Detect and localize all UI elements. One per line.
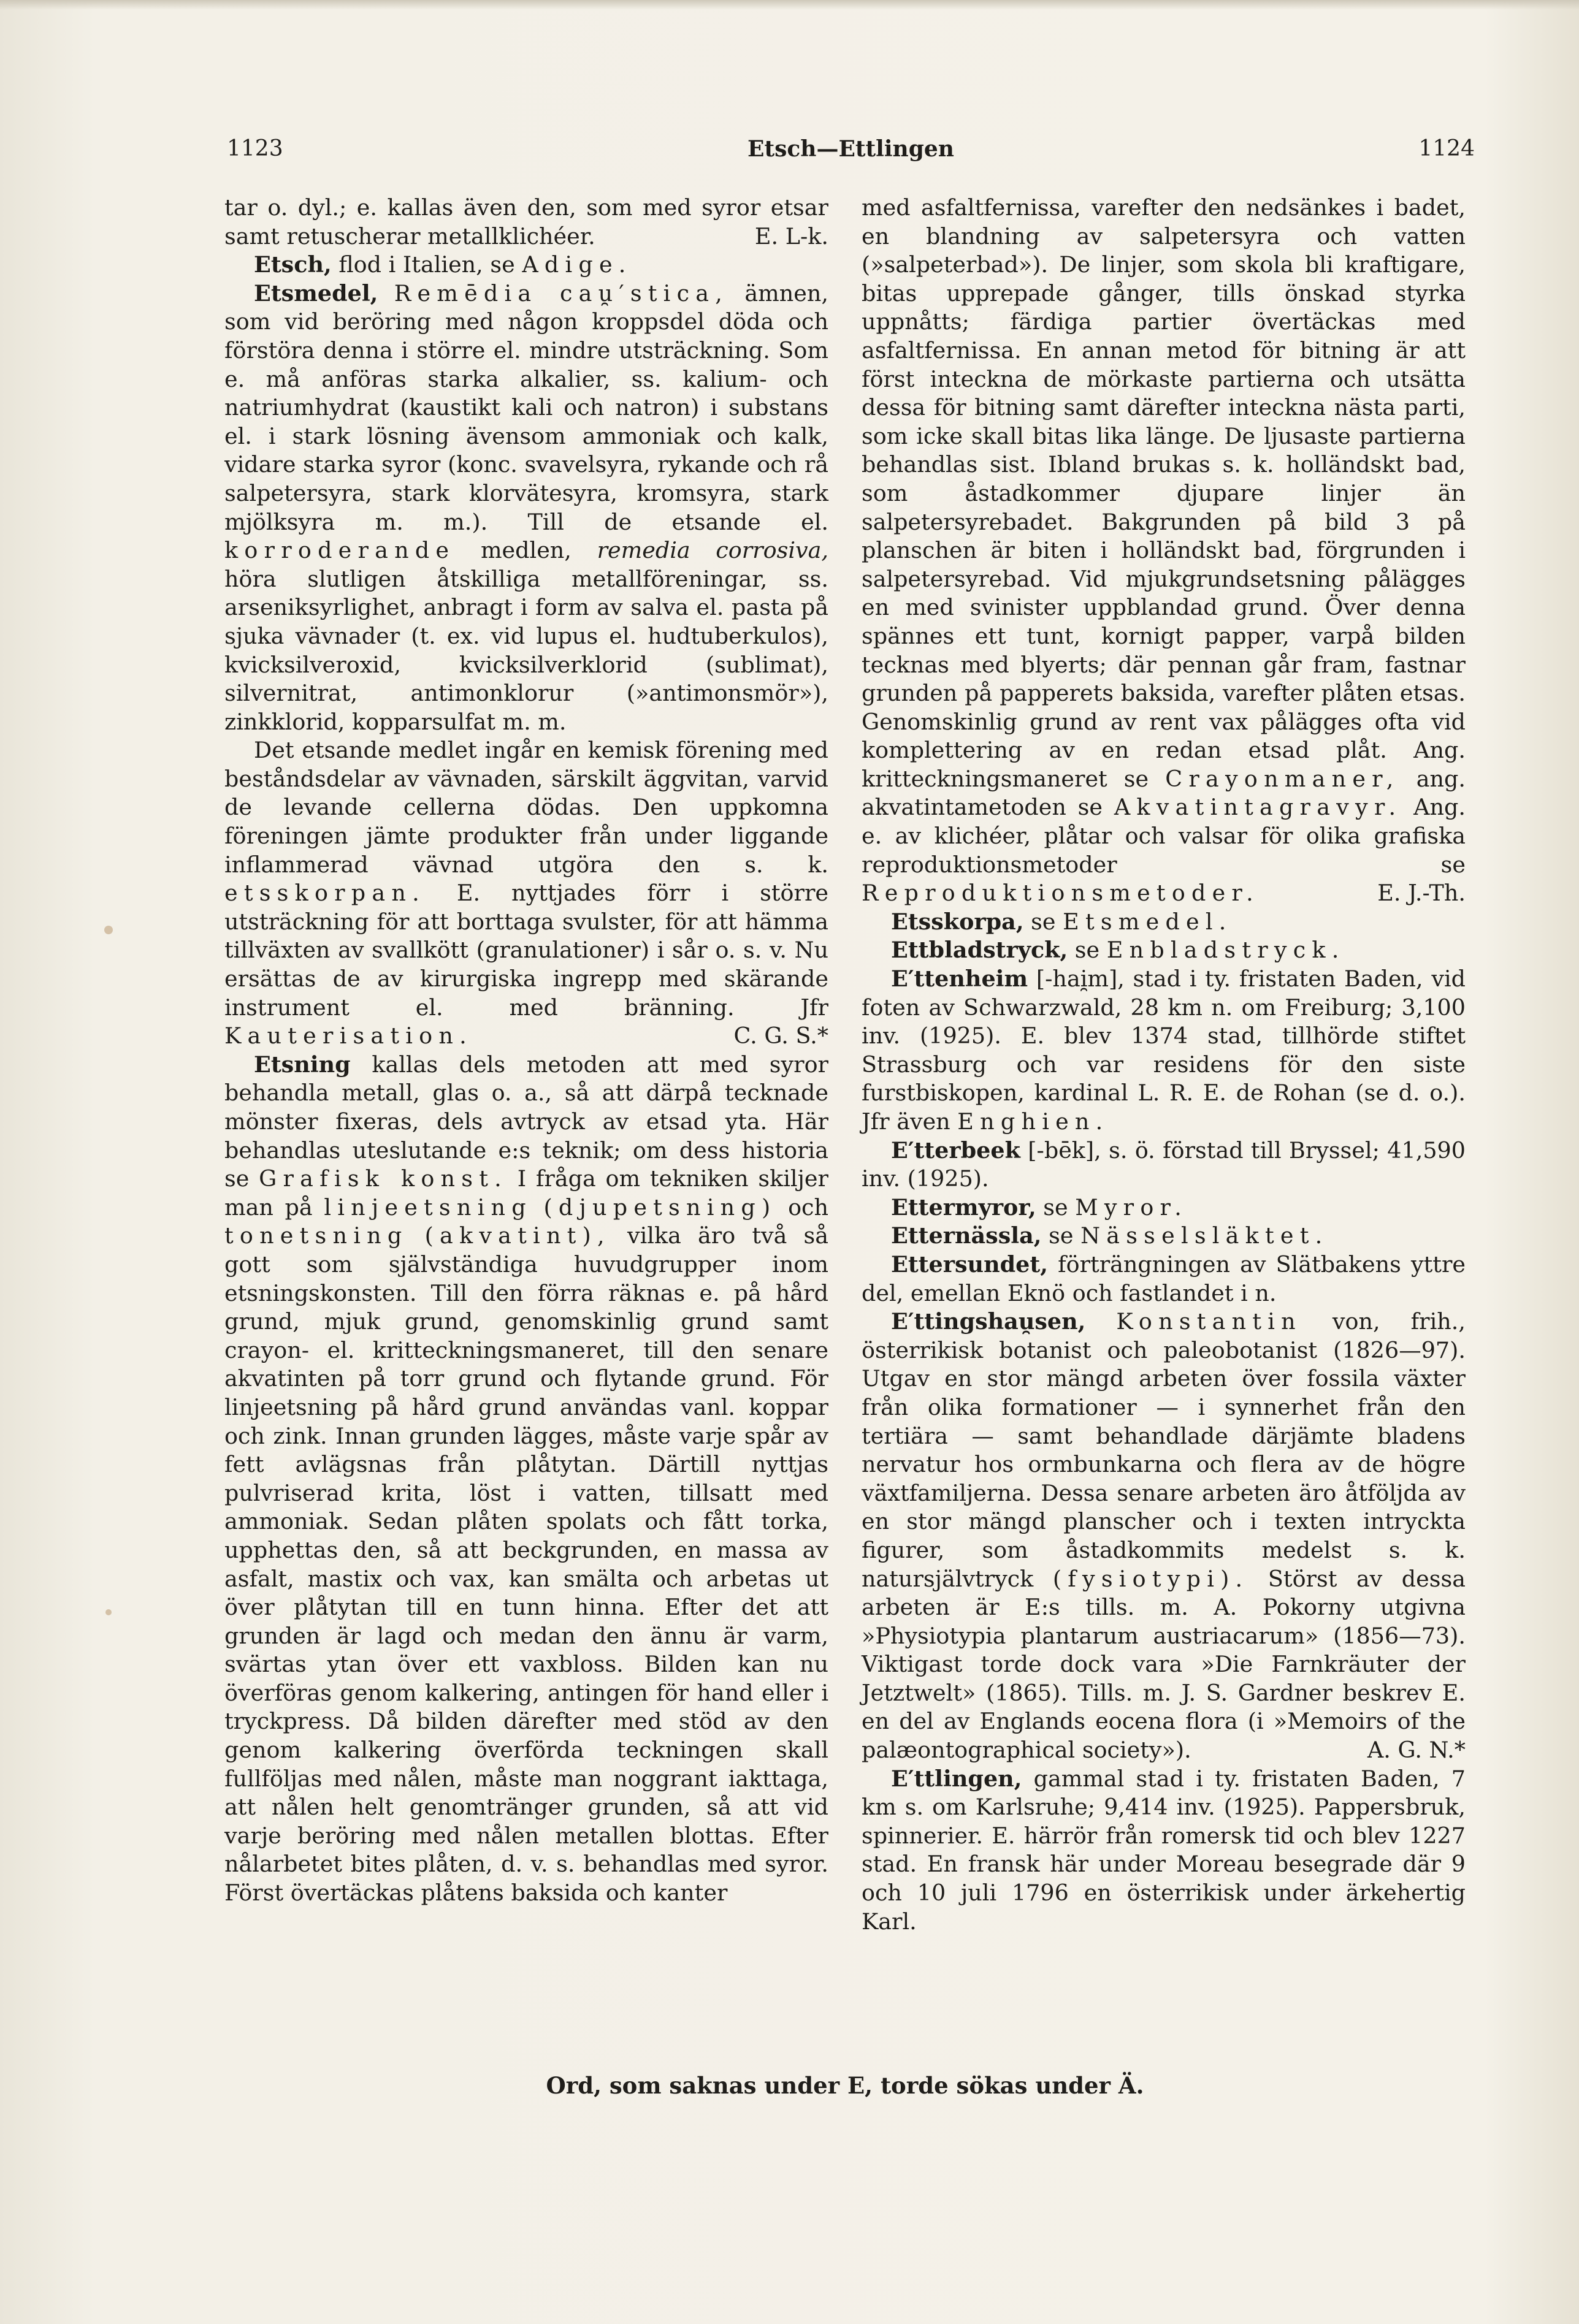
cross-reference: Akvatintagravyr. xyxy=(1114,794,1402,821)
running-title: Etsch—Ettlingen xyxy=(747,136,954,162)
entry-ettingshausen: E′ttingshau̯sen, Konstantin von, frih., österrikisk botanist och paleobotanist (1826—97). Utgav en stor mängd arbeten över fossila växter från olika formationer — i synnerhet från den tertiära — samt behandlade därjämte bladens nervatur hos ormbunkarna och flera av de högre växtfamiljerna. Dessa senare arbeten äro åtföljda av en stor mängd planscher och i texten intryckta figurer, som åstadkommits medelst s. k. natursjälvtryck (fysiotypi). Störst av dessa arbeten är E:s tills. m. A. Pokorny utgivna »Physiotypia plantarum austriacarum» (1856—73). Viktigast torde dock vara »Die Farnkräuter der Jetztwelt» (1865). Tills. m. J. S. Gardner beskrev E. en del av Englands eocena flora (i »Memoirs of the palæontographical society»). A. G. N.* xyxy=(862,1308,1466,1765)
spaced-term: etsskorpan. xyxy=(224,880,426,907)
entry-ettersundet: Ettersundet, förträngningen av Slätbakens yttre del, emellan Eknö och fastlandet i n. xyxy=(862,1251,1466,1306)
entry-etsch: Etsch, flod i Italien, se Adige. xyxy=(254,251,632,278)
entry-etsmedel-cont: Det etsande medlet ingår en kemisk förening med beståndsdelar av vävnaden, särskilt äggvitan, varvid de levande cellerna dödas. Den uppkomna föreningen jämte produkter från under liggande inflammerad vävnad utgöra den s. k. etsskorpan. E. nyttjades förr i större utsträckning för att borttaga svulster, för att hämma tillväxten av svallkött (granulationer) i sår o. s. v. Nu ersättas de av kirurgiska ingrepp med skärande instrument el. med bränning. Jfr Kauterisation. C. G. S.* xyxy=(224,736,828,1051)
entry-headword: E′ttingshau̯sen, xyxy=(891,1308,1086,1335)
entry-etsskorpa: Etsskorpa, se Etsmedel. xyxy=(891,908,1233,935)
entry-headword: E′ttenheim xyxy=(891,966,1028,992)
latin-term: Remēdia cau̯′stica, xyxy=(394,280,729,307)
cross-reference: Crayonmaner, xyxy=(1165,765,1400,792)
footer-note: Ord, som saknas under E, torde sökas under Ä. xyxy=(546,2072,1144,2099)
entry-ettbladstryck: Ettbladstryck, se Enbladstryck. xyxy=(891,937,1345,964)
cross-reference: Enbladstryck. xyxy=(1106,937,1345,964)
author-signature: E. L-k. xyxy=(754,223,828,250)
entry-ettlingen: E′ttlingen, gammal stad i ty. fristaten Baden, 7 km s. om Karlsruhe; 9,414 inv. (1925). Pappersbruk, spinnerier. E. härrör från romersk tid och blev 1227 stad. En fransk här under Moreau besegrade där 9 och 10 juli 1796 en österrikisk under ärkehertig Karl. xyxy=(862,1765,1466,1935)
paper-spot xyxy=(105,1609,112,1615)
spaced-term: linjeetsning xyxy=(324,1194,532,1221)
entry-headword: Ettermyror, xyxy=(891,1194,1036,1221)
right-column xyxy=(862,194,1466,1936)
spaced-term: tonetsning xyxy=(224,1222,408,1249)
spaced-term: (fysiotypi). xyxy=(1052,1565,1249,1592)
entry-headword: E′ttlingen, xyxy=(891,1765,1022,1792)
author-signature: C. G. S.* xyxy=(733,1023,828,1050)
spaced-term: (akvatint), xyxy=(424,1222,611,1249)
entry-headword: Etsch, xyxy=(254,251,332,278)
cross-reference: Enghien. xyxy=(957,1108,1109,1135)
cross-reference: Nässelsläktet. xyxy=(1080,1222,1329,1249)
running-head xyxy=(227,136,1475,173)
spaced-term: (djupetsning) xyxy=(543,1194,777,1221)
entry-etternassla: Etternässla, se Nässelsläktet. xyxy=(891,1222,1329,1249)
cross-reference: Kauterisation. xyxy=(224,1023,473,1050)
entry-headword: Etsning xyxy=(254,1051,351,1078)
spaced-term: Konstantin xyxy=(1116,1308,1302,1335)
paper-spot xyxy=(104,926,113,934)
entry-etterbeek: E′tterbeek [-bēk], s. ö. förstad till Bryssel; 41,590 inv. (1925). xyxy=(862,1137,1466,1192)
cross-reference: Grafisk konst. xyxy=(259,1165,508,1192)
entry-ettenheim: E′ttenheim [-hai̯m], stad i ty. fristaten Baden, vid foten av Schwarzwald, 28 km n. om Freiburg; 3,100 inv. (1925). E. blev 1374 stad, tillhörde stiftet Strassburg och var residens för den siste furstbiskopen, kardinal L. R. E. de Rohan (se d. o.). Jfr även Enghien. xyxy=(862,966,1466,1135)
entry-headword: E′tterbeek xyxy=(891,1137,1020,1164)
cross-reference: Adige. xyxy=(522,251,632,278)
cross-reference: Myror. xyxy=(1075,1194,1188,1221)
entry-ettermyror: Ettermyror, se Myror. xyxy=(891,1194,1188,1221)
page-edge-shadow xyxy=(0,0,1579,10)
italic-term: remedia corrosiva, xyxy=(597,537,828,564)
entry-headword: Etsmedel, xyxy=(254,280,378,307)
entry-etsning: Etsning kallas dels metoden att med syror behandla metall, glas o. a., så att därpå tecknade mönster fixeras, dels avtryck av etsad yta. Här behandlas uteslutande e:s teknik; om dess historia se Grafisk konst. I fråga om tekniken skiljer man på linjeetsning (djupetsning) och tonetsning (akvatint), vilka äro två så gott som självständiga huvudgrupper inom etsningskonsten. Till den förra räknas e. på hård grund, mjuk grund, genomskinlig grund samt crayon- el. kritteckningsmaneret, till den senare akvatinten på torr grund och flytande grund. För linjeetsning på hård grund användas vanl. koppar och zink. Innan grunden lägges, måste varje spår av fett avlägsnas från plåtytan. Därtill nyttjas pulvriserad krita, löst i vatten, tillsatt med ammoniak. Sedan plåten spolats och fått torka, upphettas den, så att beckgrunden, en massa av asfalt, mastix och vax, kan smälta och arbetas ut över plåtytan till en tunn hinna. Efter det att grunden är lagd och medan den ännu är varm, svärtas ytan över ett vaxbloss. Bilden kan nu överföras genom kalkering, antingen för hand eller i tryckpress. Då bilden därefter med stöd av den genom kalkering överförda teckningen skall fullföljas med nålen, måste man noggrant iakttaga, att nålen helt genomtränger grunden, så att vid varje beröring med nålen metallen blottas. Efter nålarbetet bites plåten, d. v. s. behandlas med syror. Först övertäckas plåtens baksida och kanter xyxy=(224,1051,828,1907)
left-column xyxy=(224,194,828,1908)
page-number-left: 1123 xyxy=(227,136,283,161)
page-number-right: 1124 xyxy=(1418,136,1475,161)
entry-headword: Etternässla, xyxy=(891,1222,1042,1249)
spaced-term: korroderande xyxy=(224,537,456,564)
author-signature: A. G. N.* xyxy=(1367,1737,1466,1764)
entry-etsmedel: Etsmedel, Remēdia cau̯′stica, ämnen, som vid beröring med någon kroppsdel döda och förstöra denna i större el. mindre utsträckning. Som e. må anföras starka alkalier, ss. kalium- och natriumhydrat (kaustikt kali och natron) i substans el. i stark lösning ävensom ammoniak och kalk, vidare starka syror (konc. svavelsyra, rykande och rå salpetersyra, stark klorvätesyra, kromsyra, stark mjölksyra m. m.). Till de etsande el. korroderande medlen, remedia corrosiva, höra slutligen åtskilliga metallföreningar, ss. arseniksyrlighet, anbragt i form av salva el. pasta på sjuka vävnader (t. ex. vid lupus el. hudtuberkulos), kvicksilveroxid, kvicksilverklorid (sublimat), silvernitrat, antimonklorur (»antimonsmör»), zinkklorid, kopparsulfat m. m. xyxy=(224,280,829,735)
entry-etsning-cont: med asfaltfernissa, varefter den nedsänkes i badet, en blandning av salpetersyra och vatten (»salpeterbad»). De linjer, som skola bli kraftigare, bitas upprepade gånger, tills önskad styrka uppnåtts; färdiga partier övertäckas med asfaltfernissa. En annan metod för bitning är att först inteckna de mörkaste partierna och utsätta dessa för bitning samt därefter inteckna nästa parti, som icke skall bitas lika länge. De ljusaste partierna behandlas sist. Ibland brukas s. k. holländskt bad, som åstadkommer djupare linjer än salpetersyrebadet. Bakgrunden på bild 3 på planschen är biten i holländskt bad, förgrunden i salpetersyrebad. Vid mjukgrundsetsning pålägges en med svinister uppblandad grund. Över denna spännes ett tunt, kornigt papper, varpå bilden tecknas med blyerts; där pennan går fram, fastnar grunden på papperets baksida, varefter plåten etsas. Genomskinlig grund av rent vax pålägges ofta vid komplettering av en redan etsad plåt. Ang. kritteckningsmaneret se Crayonmaner, ang. akvatintametoden se Akvatintagravyr. Ang. e. av klichéer, plåtar och valsar för olika grafiska reproduktionsmetoder se Reproduktionsmetoder. E. J.-Th. xyxy=(862,194,1466,908)
entry-continuation: tar o. dyl.; e. kallas även den, som med syror etsar samt retuscherar metallklichéer. E. L-k. xyxy=(224,194,828,251)
cross-reference: Etsmedel. xyxy=(1063,908,1233,935)
entry-headword: Ettbladstryck, xyxy=(891,937,1068,964)
cross-reference: Reproduktionsmetoder. xyxy=(862,880,1260,907)
entry-headword: Ettersundet, xyxy=(891,1251,1048,1278)
entry-headword: Etsskorpa, xyxy=(891,908,1024,935)
author-signature: E. J.-Th. xyxy=(1377,880,1466,907)
